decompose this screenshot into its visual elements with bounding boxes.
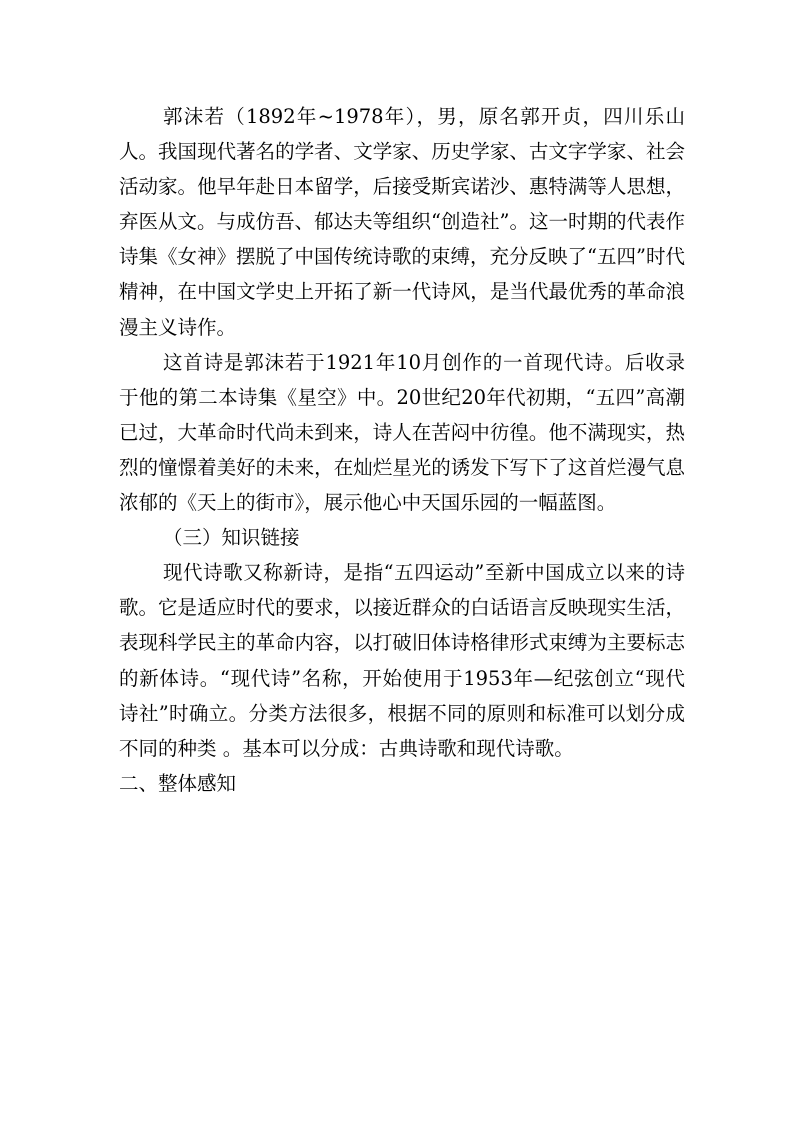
knowledge-link-heading: （三）知识链接: [163, 526, 300, 550]
poem-background-paragraph: 这首诗是郭沫若于1921年10月创作的一首现代诗。后收录于他的第二本诗集《星空》中。20世纪20年代初期，“五四”高潮已过，大革命时代尚未到来，诗人在苦闷中彷徨。他不满现实，热烈的憧憬着美好的未来，在灿烂星光的诱发下写下了这首烂漫气息浓郁的《天上的街市》，展示他心中天国乐园的一幅蓝图。: [119, 350, 685, 515]
document-body: [119, 99, 685, 801]
author-intro-paragraph: 郭沫若（1892年~1978年），男，原名郭开贞，四川乐山人。我国现代著名的学者、文学家、历史学家、古文字学家、社会活动家。他早年赴日本留学，后接受斯宾诺沙、惠特满等人思想，弃医从文。与成仿吾、郁达夫等组织“创造社”。这一时期的代表作诗集《女神》摆脱了中国传统诗歌的束缚，充分反映了“五四”时代精神，在中国文学史上开拓了新一代诗风，是当代最优秀的革命浪漫主义诗作。: [119, 105, 685, 339]
overall-perception-heading: 二、整体感知: [119, 771, 237, 795]
modern-poetry-paragraph: 现代诗歌又称新诗，是指“五四运动”至新中国成立以来的诗歌。它是适应时代的要求，以接近群众的白话语言反映现实生活，表现科学民主的革命内容，以打破旧体诗格律形式束缚为主要标志的新体诗。“现代诗”名称，开始使用于1953年—纪弦创立“现代诗社”时确立。分类方法很多，根据不同的原则和标准可以划分成不同的种类 。基本可以分成：古典诗歌和现代诗歌。: [119, 561, 685, 760]
